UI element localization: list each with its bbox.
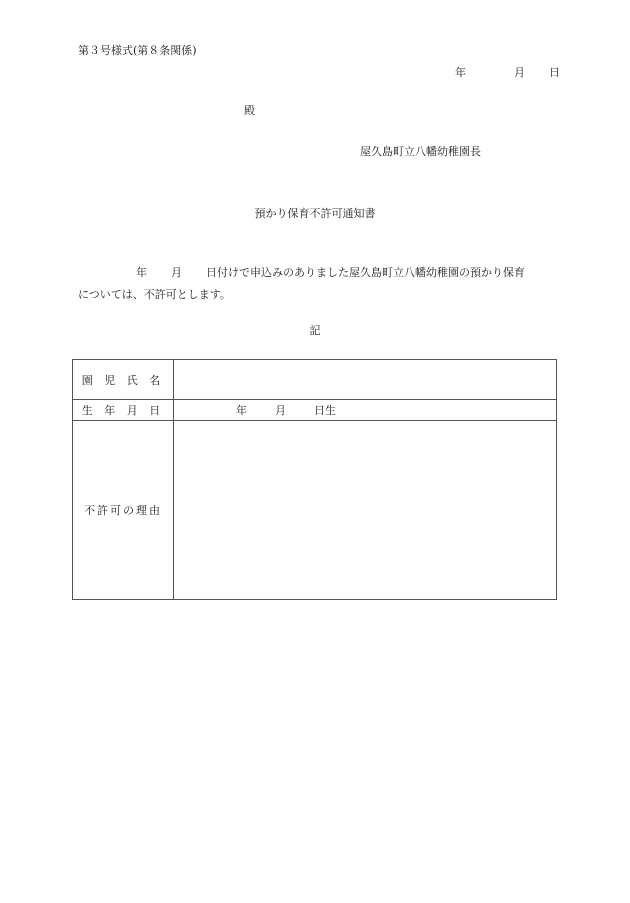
reason-field[interactable] xyxy=(174,421,557,600)
birthdate-month-label: 月 xyxy=(275,404,286,417)
document-title: 預かり保育不許可通知書 xyxy=(254,207,376,220)
date-month-label: 月 xyxy=(514,66,525,79)
body-month-label: 月 xyxy=(171,266,182,279)
reason-label: 不許可の理由 xyxy=(73,421,174,600)
addressee-suffix: 殿 xyxy=(244,104,255,117)
body-line-2: については、不許可とします。 xyxy=(78,288,231,301)
date-line xyxy=(455,64,560,80)
birthdate-label: 生 年 月 日 xyxy=(73,400,174,421)
body-line-1-text: 日付けで申込みのありました屋久島町立八幡幼稚園の預かり保育 xyxy=(206,266,525,279)
detail-table xyxy=(72,359,557,600)
child-name-label: 園 児 氏 名 xyxy=(73,360,174,400)
birthdate-field[interactable] xyxy=(174,400,557,421)
table-row-birthdate xyxy=(73,400,557,421)
child-name-field[interactable] xyxy=(174,360,557,400)
form-number: 第３号様式(第８条関係) xyxy=(78,44,197,57)
table-row-reason xyxy=(73,421,557,600)
date-year-label: 年 xyxy=(455,66,466,79)
birthdate-year-label: 年 xyxy=(236,404,247,417)
birthdate-day-label: 日生 xyxy=(314,404,336,417)
table-row-child-name xyxy=(73,360,557,400)
body-paragraph xyxy=(78,262,558,306)
body-line-1 xyxy=(78,262,558,284)
issuer-name: 屋久島町立八幡幼稚園長 xyxy=(360,145,481,158)
body-year-label: 年 xyxy=(136,266,147,279)
ki-label: 記 xyxy=(309,324,321,337)
date-day-label: 日 xyxy=(549,66,560,79)
